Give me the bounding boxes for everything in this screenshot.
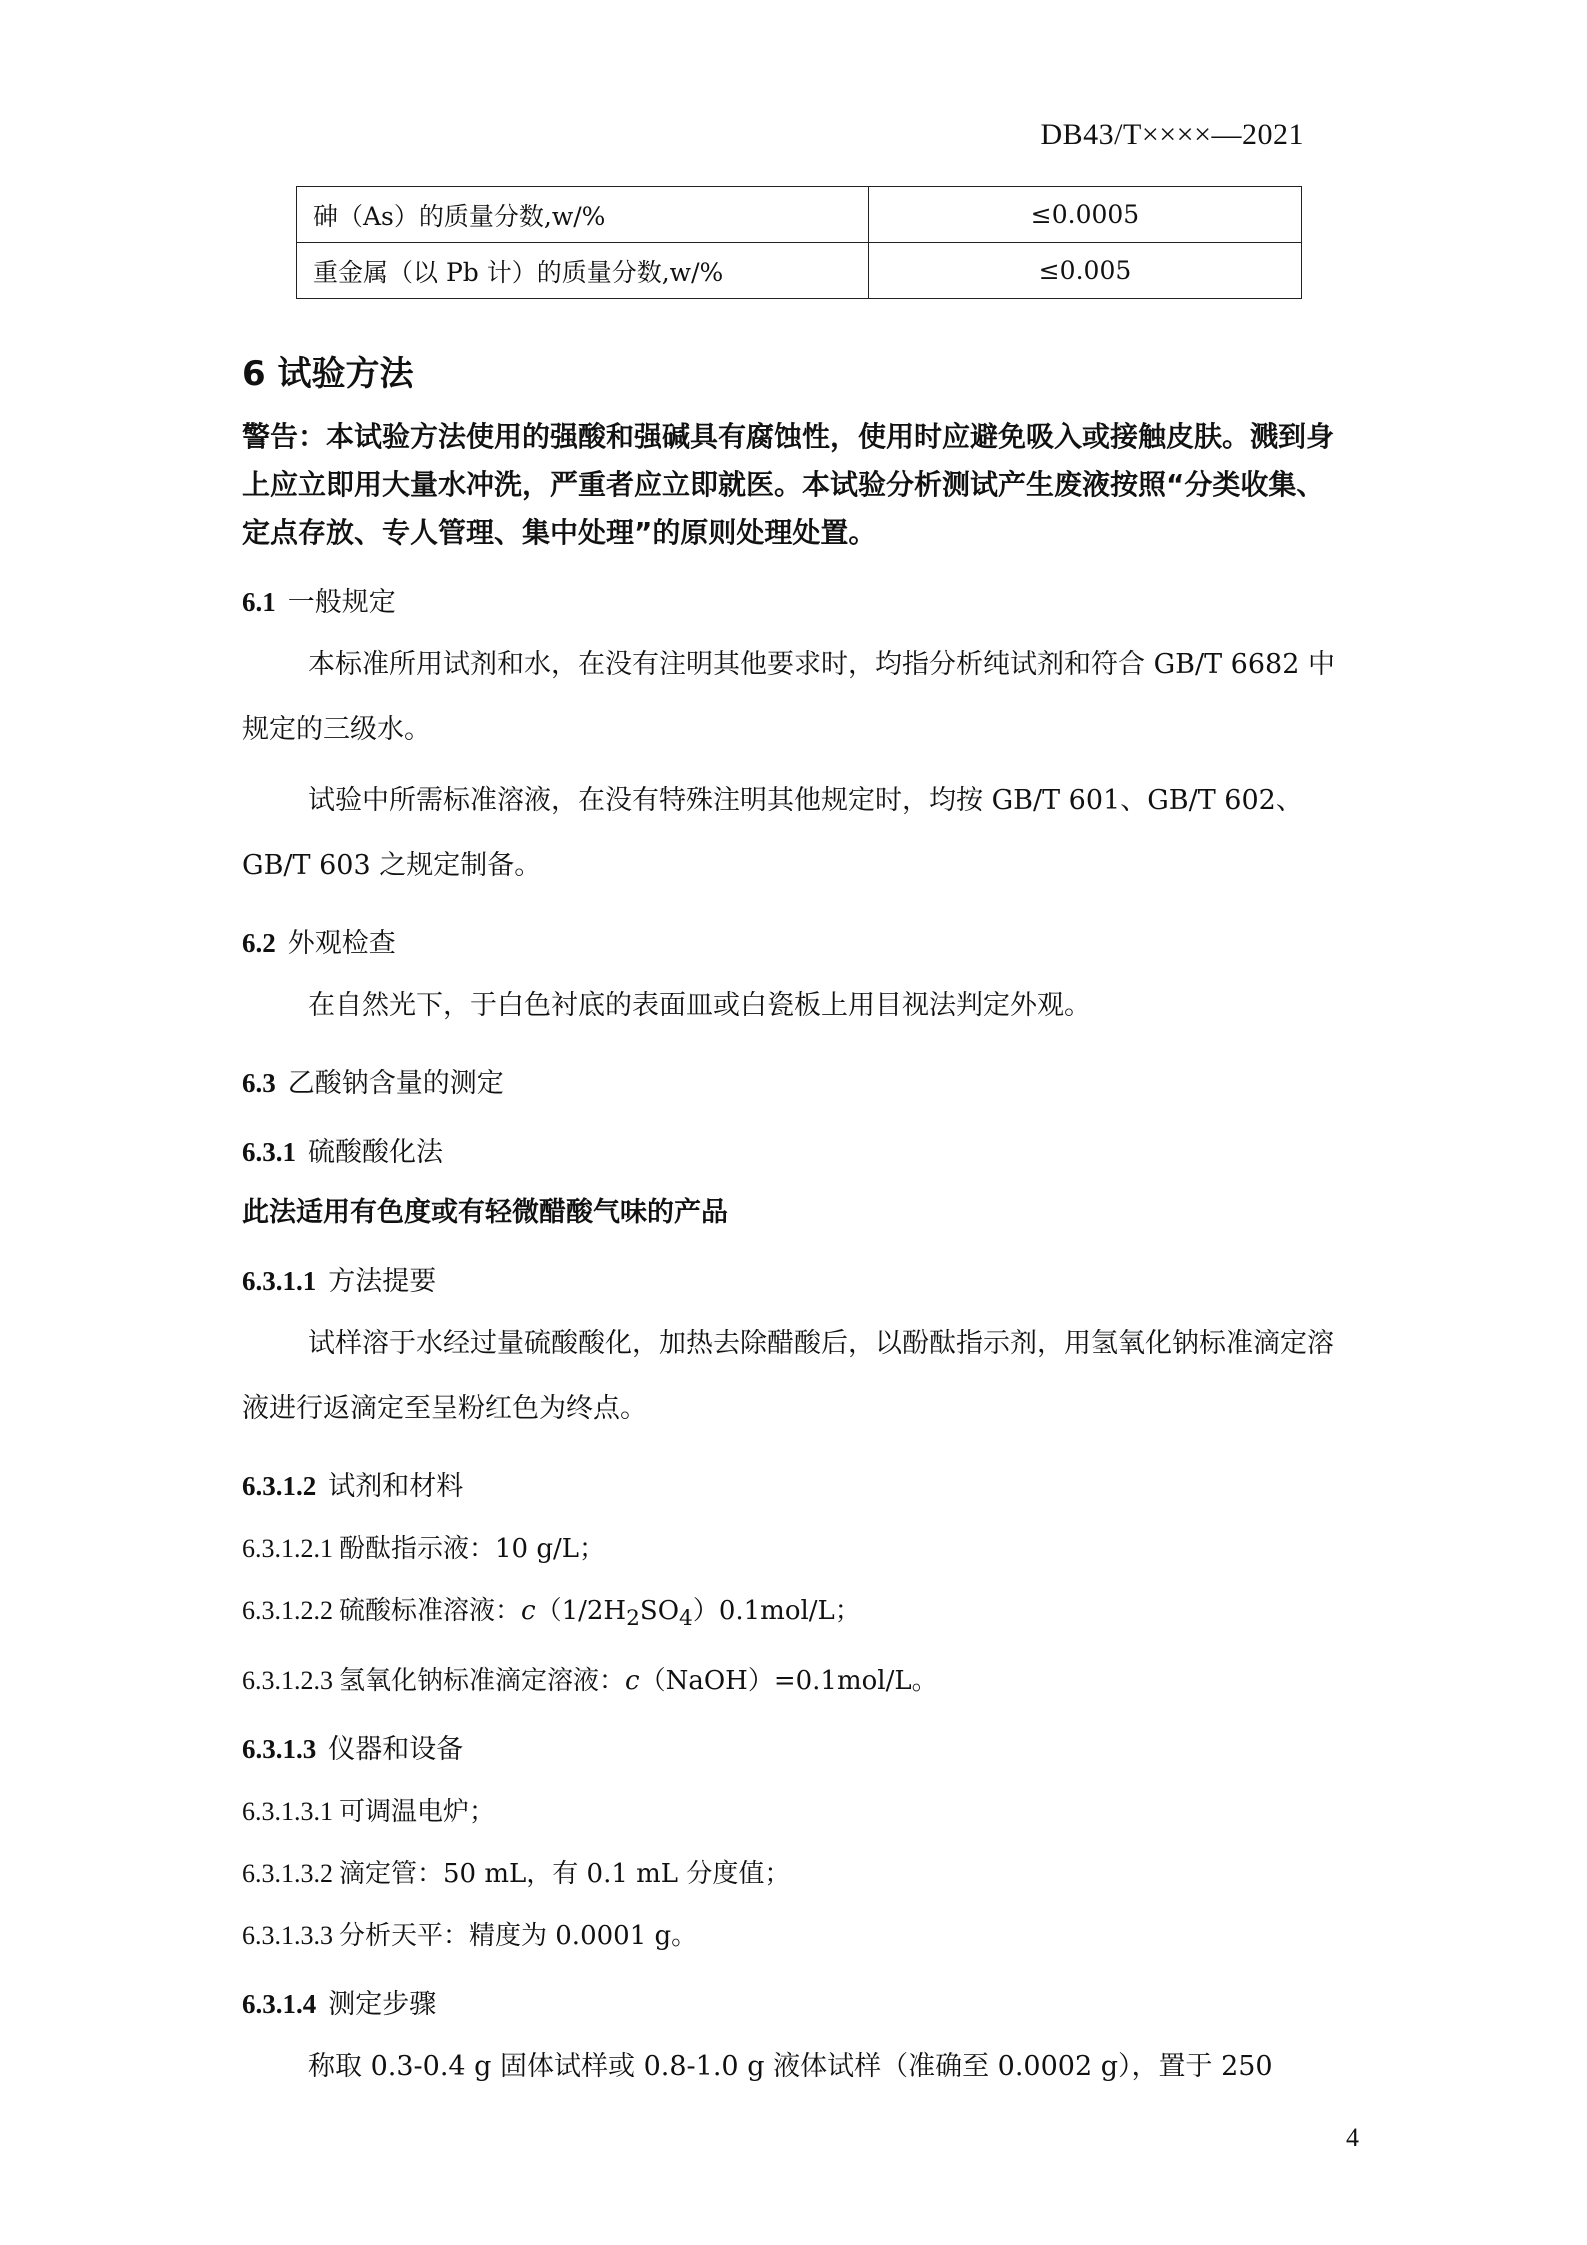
- formula-part: ）0.1mol/L；: [692, 1596, 861, 1626]
- heading-number: 6.3.1.1: [242, 1266, 317, 1296]
- heading-number: 6.1: [242, 587, 276, 617]
- formula-subscript: 2: [626, 1606, 640, 1632]
- heading-text: 测定步骤: [328, 1989, 437, 2021]
- document-body: [242, 330, 1352, 2099]
- heading-number: 6.3.1: [242, 1137, 296, 1167]
- applicability-note: 此法适用有色度或有轻微醋酸气味的产品: [242, 1197, 728, 1228]
- heading-6-3-1-1: [242, 1258, 1352, 1305]
- item-number: 6.3.1.2.3: [242, 1666, 333, 1696]
- heading-6-3: [242, 1060, 1352, 1107]
- equipment-item-2: [242, 1851, 1352, 1897]
- heading-number: 6.2: [242, 928, 276, 958]
- item-number: 6.3.1.2.2: [242, 1596, 333, 1625]
- paragraph-appearance: 在自然光下，于白色衬底的表面皿或白瓷板上用目视法判定外观。: [308, 990, 1091, 1021]
- section-6-title: 6 试验方法: [242, 354, 414, 394]
- heading-number: 6.3.1.2: [242, 1471, 317, 1501]
- concentration-symbol: c: [521, 1596, 536, 1626]
- specification-table: [296, 186, 1302, 299]
- paragraph-general-2: 试验中所需标准溶液，在没有特殊注明其他规定时，均按 GB/T 601、GB/T 602、GB/T 603 之规定制备。: [242, 785, 1303, 881]
- heading-text: 仪器和设备: [328, 1734, 464, 1766]
- heading-number: 6.3: [242, 1068, 276, 1098]
- heading-6-2: [242, 920, 1352, 967]
- reagent-item-2: [242, 1588, 1352, 1642]
- item-text: 分析天平：精度为 0.0001 g。: [339, 1921, 698, 1952]
- page-number: 4: [1346, 2123, 1359, 2152]
- heading-6-3-1-3: [242, 1726, 1352, 1773]
- item-text: （NaOH）=0.1mol/L。: [639, 1666, 938, 1697]
- table-cell-value: ≤0.005: [869, 243, 1302, 299]
- document-code-header: DB43/T××××—2021: [1040, 118, 1304, 151]
- formula-part: SO: [639, 1596, 680, 1626]
- paragraph-general-1: 本标准所用试剂和水，在没有注明其他要求时，均指分析纯试剂和符合 GB/T 6682 中规定的三级水。: [242, 649, 1335, 745]
- equipment-item-1: [242, 1789, 1352, 1835]
- table-cell-item: 重金属（以 Pb 计）的质量分数,w/%: [297, 243, 869, 299]
- formula-subscript: 4: [679, 1606, 693, 1632]
- item-text: 氢氧化钠标准滴定溶液：: [339, 1666, 626, 1697]
- heading-text: 乙酸钠含量的测定: [287, 1068, 504, 1099]
- paragraph-method-summary: 试样溶于水经过量硫酸酸化，加热去除醋酸后，以酚酞指示剂，用氢氧化钠标准滴定溶液进行返滴定至呈粉红色为终点。: [242, 1328, 1334, 1424]
- item-text: 酚酞指示液：10 g/L；: [339, 1534, 606, 1564]
- heading-text: 硫酸酸化法: [308, 1137, 443, 1168]
- heading-6-1: [242, 579, 1352, 626]
- item-number: 6.3.1.3.1: [242, 1797, 333, 1827]
- formula-part: （1/2H: [535, 1596, 627, 1626]
- heading-number: 6.3.1.4: [242, 1989, 317, 2020]
- heading-text: 一般规定: [287, 587, 396, 618]
- heading-text: 试剂和材料: [328, 1471, 464, 1502]
- heading-6-3-1-4: [242, 1981, 1352, 2028]
- table-cell-value: ≤0.0005: [869, 187, 1302, 243]
- item-text: 硫酸标准溶液：: [339, 1596, 522, 1626]
- heading-6-3-1: [242, 1129, 1352, 1176]
- paragraph-procedure: 称取 0.3-0.4 g 固体试样或 0.8-1.0 g 液体试样（准确至 0.0002 g），置于 250: [308, 2051, 1273, 2083]
- table-row: [297, 187, 1302, 243]
- table-cell-item: 砷（As）的质量分数,w/%: [297, 187, 869, 243]
- heading-text: 外观检查: [287, 928, 396, 959]
- concentration-symbol: c: [625, 1666, 640, 1697]
- heading-number: 6.3.1.3: [242, 1734, 317, 1765]
- heading-6-3-1-2: [242, 1463, 1352, 1510]
- item-number: 6.3.1.2.1: [242, 1534, 333, 1563]
- table-row: [297, 243, 1302, 299]
- warning-paragraph: 警告：本试验方法使用的强酸和强碱具有腐蚀性，使用时应避免吸入或接触皮肤。溅到身上应立即用大量水冲洗，严重者应立即就医。本试验分析测试产生废液按照“分类收集、定点存放、专人管理、集中处理”的原则处理处置。: [242, 420, 1335, 549]
- reagent-item-1: [242, 1526, 1352, 1572]
- heading-text: 方法提要: [328, 1266, 437, 1297]
- item-number: 6.3.1.3.3: [242, 1921, 333, 1951]
- item-text: 可调温电炉；: [339, 1797, 496, 1828]
- item-text: 滴定管：50 mL，有 0.1 mL 分度值；: [339, 1859, 791, 1890]
- item-number: 6.3.1.3.2: [242, 1859, 333, 1889]
- reagent-item-3: [242, 1658, 1352, 1704]
- equipment-item-3: [242, 1913, 1352, 1959]
